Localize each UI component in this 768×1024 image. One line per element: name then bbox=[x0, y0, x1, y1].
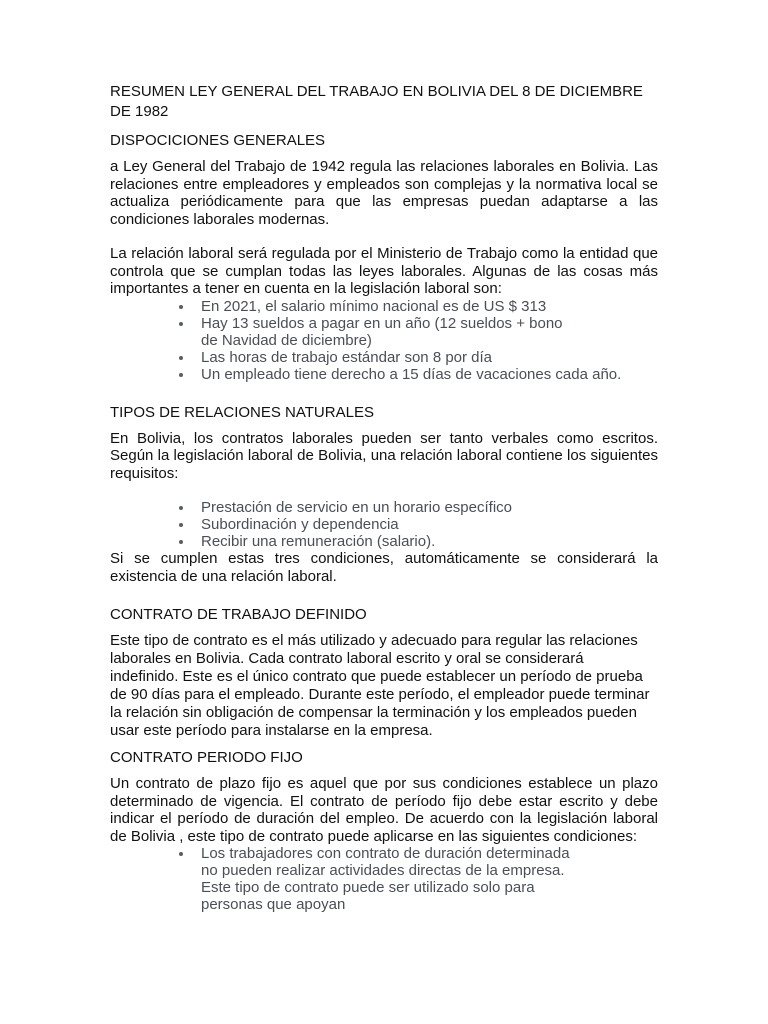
bullet-list bbox=[110, 499, 658, 550]
bullet-list bbox=[110, 845, 658, 913]
paragraph: Este tipo de contrato es el más utilizado y adecuado para regular las relaciones laborales en Bolivia. Cada contrato laboral escrito y oral se considerará indefinido. Este es el único contrato que puede establecer un período de prueba de 90 días para el empleado. Durante este período, el empleador puede terminar la relación sin obligación de compensar la terminación y los empleados pueden usar este período para instalarse en la empresa. bbox=[110, 632, 650, 739]
list-item: Los trabajadores con contrato de duración determinada no pueden realizar actividades directas de la empresa. Este tipo de contrato puede ser utilizado solo para personas que apoyan bbox=[176, 845, 658, 913]
paragraph: a Ley General del Trabajo de 1942 regula las relaciones laborales en Bolivia. Las relaciones entre empleadores y empleados son complejas y la normativa local se actualiza periódicamente para que las empresas puedan adaptarse a las condiciones laborales modernas. bbox=[110, 158, 658, 228]
section-heading-disposiciones: DISPOCICIONES GENERALES bbox=[110, 132, 326, 149]
bullet-list bbox=[110, 298, 658, 383]
section-heading-definido: CONTRATO DE TRABAJO DEFINIDO bbox=[110, 606, 367, 623]
paragraph: Un contrato de plazo fijo es aquel que por sus condiciones establece un plazo determinado de vigencia. El contrato de período fijo debe estar escrito y debe indicar el período de duración del empleo. De acuerdo con la legislación laboral de Bolivia , este tipo de contrato puede aplicarse en las siguientes condiciones: bbox=[110, 775, 658, 845]
list-item: En 2021, el salario mínimo nacional es de US $ 313 bbox=[176, 298, 658, 315]
paragraph: En Bolivia, los contratos laborales pueden ser tanto verbales como escritos. Según la legislación laboral de Bolivia, una relación laboral contiene los siguientes requisitos: bbox=[110, 429, 658, 482]
list-item: Hay 13 sueldos a pagar en un año (12 sueldos + bono de Navidad de diciembre) bbox=[176, 315, 658, 349]
paragraph: Si se cumplen estas tres condiciones, automáticamente se considerará la existencia de una relación laboral. bbox=[110, 550, 658, 585]
paragraph: La relación laboral será regulada por el Ministerio de Trabajo como la entidad que controla que se cumplan todas las leyes laborales. Algunas de las cosas más importantes a tener en cuenta en la legislación laboral son: bbox=[110, 245, 658, 297]
list-item: Prestación de servicio en un horario específico bbox=[176, 499, 658, 516]
list-item: Subordinación y dependencia bbox=[176, 516, 658, 533]
list-item: Las horas de trabajo estándar son 8 por día bbox=[176, 349, 658, 366]
list-item: Un empleado tiene derecho a 15 días de vacaciones cada año. bbox=[176, 366, 658, 383]
section-heading-fijo: CONTRATO PERIODO FIJO bbox=[110, 749, 303, 766]
list-item: Recibir una remuneración (salario). bbox=[176, 533, 658, 550]
section-heading-tipos: TIPOS DE RELACIONES NATURALES bbox=[110, 403, 374, 421]
document-title: RESUMEN LEY GENERAL DEL TRABAJO EN BOLIVIA DEL 8 DE DICIEMBRE DE 1982 bbox=[110, 83, 643, 120]
